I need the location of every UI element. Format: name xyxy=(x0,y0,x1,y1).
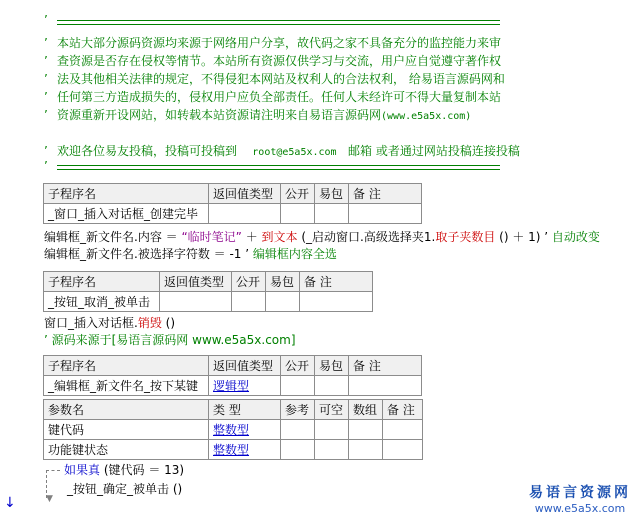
flow-line xyxy=(46,470,60,471)
function-name: 取子夹数目 xyxy=(435,230,496,244)
param-array-cell[interactable] xyxy=(349,420,383,440)
param-header-cell: 参考 xyxy=(281,400,315,420)
comment-mark: ’ xyxy=(44,159,48,173)
subroutine-name-cell[interactable]: _窗口_插入对话框_创建完毕 xyxy=(44,204,209,224)
code-text: 窗口_插入对话框. xyxy=(44,316,138,330)
notice-line-4: 任何第三方造成损失的，侵权用户应负全部责任。任何人未经许可不得大量复制本站 xyxy=(57,90,502,104)
param-name-cell[interactable]: 键代码 xyxy=(44,420,209,440)
comment-mark: ’ xyxy=(44,144,48,158)
code-text: () xyxy=(161,316,176,330)
comment-mark: ’ xyxy=(44,36,48,50)
param-type-cell[interactable]: 整数型 xyxy=(209,420,281,440)
code-line-destroy[interactable] xyxy=(44,315,175,331)
code-comment-source[interactable]: ’ 源码来源于[易语言源码网 www.e5a5x.com] xyxy=(44,333,296,347)
comment-separator xyxy=(57,20,500,25)
header-cell: 返回值类型 xyxy=(160,272,232,292)
header-cell: 备 注 xyxy=(349,356,422,376)
param-nullable-cell[interactable] xyxy=(315,440,349,460)
code-comment: 自动改变 xyxy=(551,230,600,244)
public-cell[interactable] xyxy=(281,204,315,224)
flow-arrow-icon: ▼ xyxy=(46,494,53,504)
epackage-cell[interactable] xyxy=(315,204,349,224)
watermark-url: www.e5a5x.com xyxy=(534,502,626,515)
notice-line-5 xyxy=(57,107,471,123)
header-cell: 公开 xyxy=(281,184,315,204)
header-cell: 备 注 xyxy=(349,184,422,204)
code-text: (_启动窗口.高级选择夹1. xyxy=(297,230,436,244)
subroutine-table-2 xyxy=(43,271,373,312)
function-name: 销毁 xyxy=(137,316,162,330)
remark-cell[interactable] xyxy=(349,376,422,396)
comment-mark: ’ xyxy=(44,108,48,122)
header-cell: 返回值类型 xyxy=(209,356,281,376)
param-header-cell: 备 注 xyxy=(383,400,423,420)
notice-site-url: (www.e5a5x.com) xyxy=(381,111,472,122)
param-nullable-cell[interactable] xyxy=(315,420,349,440)
header-cell: 易包 xyxy=(266,272,300,292)
down-arrow-icon[interactable]: ↓ xyxy=(4,495,16,511)
return-type-cell[interactable] xyxy=(160,292,232,312)
code-text: () ＋ 1) ’ xyxy=(495,230,552,244)
param-header-cell: 参数名 xyxy=(44,400,209,420)
public-cell[interactable] xyxy=(232,292,266,312)
header-cell: 易包 xyxy=(315,184,349,204)
param-header-cell: 类 型 xyxy=(209,400,281,420)
code-line-if[interactable] xyxy=(64,462,184,478)
header-cell: 备 注 xyxy=(300,272,373,292)
header-cell: 子程序名 xyxy=(44,272,160,292)
header-cell: 公开 xyxy=(232,272,266,292)
param-array-cell[interactable] xyxy=(349,440,383,460)
return-type-cell[interactable]: 逻辑型 xyxy=(209,376,281,396)
notice-line-3: 法及其他相关法律的规定，不得侵犯本网站及权利人的合法权利， 给易语言源码网和 xyxy=(57,72,505,86)
header-cell: 公开 xyxy=(281,356,315,376)
param-ref-cell[interactable] xyxy=(281,420,315,440)
code-comment: 编辑框内容全选 xyxy=(252,247,337,261)
site-watermark xyxy=(520,482,640,515)
epackage-cell[interactable] xyxy=(315,376,349,396)
welcome-line xyxy=(57,143,520,159)
watermark-title: 易语言资源网 xyxy=(529,485,631,501)
remark-cell[interactable] xyxy=(349,204,422,224)
header-cell: 子程序名 xyxy=(44,356,209,376)
notice-line-1: 本站大部分源码资源均来源于网络用户分享，故代码之家不具备充分的监控能力来审 xyxy=(57,36,502,50)
code-text: 编辑框_新文件名.内容 ＝ xyxy=(44,230,182,244)
param-remark-cell[interactable] xyxy=(383,440,423,460)
if-keyword: 如果真 xyxy=(64,463,101,477)
comment-mark: ’ xyxy=(44,13,48,27)
code-line-assign-content[interactable] xyxy=(44,229,600,245)
if-condition: (键代码 ＝ 13) xyxy=(100,463,185,477)
param-ref-cell[interactable] xyxy=(281,440,315,460)
parameter-table xyxy=(43,399,423,460)
return-type-cell[interactable] xyxy=(209,204,281,224)
param-remark-cell[interactable] xyxy=(383,420,423,440)
welcome-email: root@e5a5x.com xyxy=(252,147,337,158)
code-line-call-ok[interactable] xyxy=(67,481,182,497)
header-cell: 易包 xyxy=(315,356,349,376)
remark-cell[interactable] xyxy=(300,292,373,312)
param-name-cell[interactable]: 功能键状态 xyxy=(44,440,209,460)
subroutine-table-1 xyxy=(43,183,422,224)
param-type-cell[interactable]: 整数型 xyxy=(209,440,281,460)
string-literal: “临时笔记” xyxy=(181,230,242,244)
param-header-cell: 数组 xyxy=(349,400,383,420)
subroutine-name-cell[interactable]: _编辑框_新文件名_按下某键 xyxy=(44,376,209,396)
call-text: _按钮_确定_被单击 () xyxy=(67,482,183,496)
subroutine-table-3 xyxy=(43,355,422,396)
subroutine-name-cell[interactable]: _按钮_取消_被单击 xyxy=(44,292,160,312)
function-name: 到文本 xyxy=(261,230,298,244)
param-header-cell: 可空 xyxy=(315,400,349,420)
welcome-text: 欢迎各位易友投稿，投稿可投稿到 xyxy=(57,144,238,158)
notice-line-2: 查资源是否存在侵权等情节。本站所有资源仅供学习与交流，用户应自觉遵守著作权 xyxy=(57,54,502,68)
code-text: ＋ xyxy=(241,230,262,244)
comment-mark: ’ xyxy=(44,90,48,104)
epackage-cell[interactable] xyxy=(266,292,300,312)
comment-mark: ’ xyxy=(44,72,48,86)
code-line-select-all[interactable] xyxy=(44,246,337,262)
header-cell: 子程序名 xyxy=(44,184,209,204)
header-cell: 返回值类型 xyxy=(209,184,281,204)
notice-line-5-text: 资源重新开设网站，如转载本站资源请注明来自易语言源码网 xyxy=(57,108,382,122)
welcome-tail: 邮箱 或者通过网站投稿连接投稿 xyxy=(348,144,520,158)
comment-separator xyxy=(57,165,500,170)
public-cell[interactable] xyxy=(281,376,315,396)
code-text: 编辑框_新文件名.被选择字符数 ＝ -1 ’ xyxy=(44,247,253,261)
comment-mark: ’ xyxy=(44,54,48,68)
